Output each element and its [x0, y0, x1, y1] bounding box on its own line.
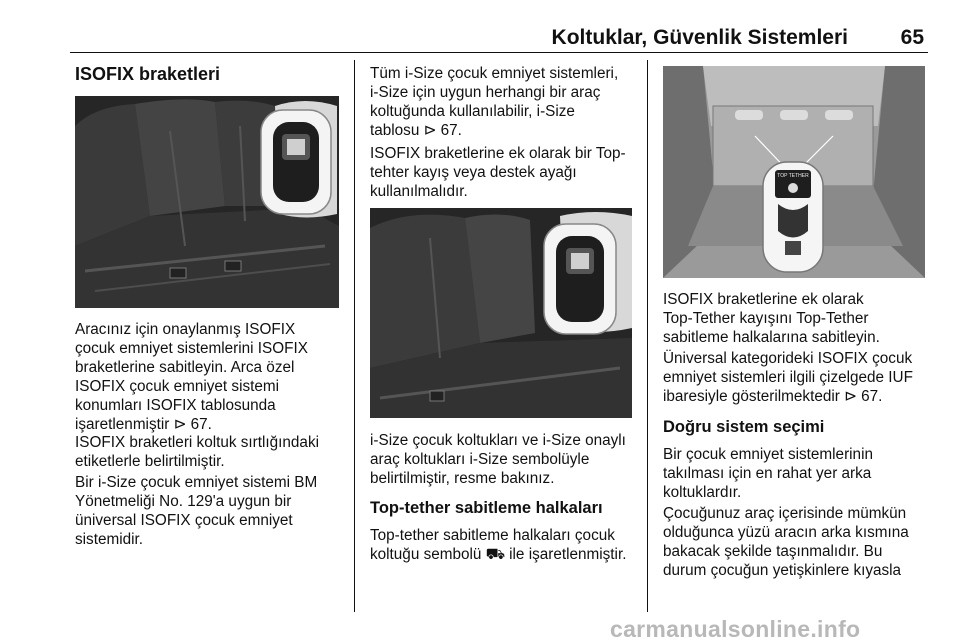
- figure-isize-seat: [370, 208, 632, 418]
- col2-paragraph-3: i-Size çocuk koltukları ve i-Size onaylı araç koltukları i-Size sembolüyle belirtilmiştir, resme bakınız.: [370, 432, 626, 487]
- column-divider-1: [354, 60, 355, 612]
- col3-paragraph-1: ISOFIX braketlerine ek olarak Top-Tether kayışını Top-Tether sabitleme halkalarına sabitleyin.: [663, 291, 880, 346]
- figure-trunk-top-tether: [663, 66, 925, 278]
- svg-text:TOP TETHER: TOP TETHER: [777, 173, 809, 179]
- section-heading-isofix: ISOFIX braketleri: [75, 64, 221, 84]
- col1-paragraph-3: Bir i-Size çocuk emniyet sistemi BM Yönetmeliği No. 129'a uygun bir üniversal ISOFIX çocuk emniyet sistemidir.: [75, 474, 318, 548]
- watermark: carmanualsonline.info: [610, 616, 861, 642]
- col3-paragraph-4: Çocuğunuz araç içerisinde mümkün olduğunca yüzü aracın arka kısmına bakacak şekilde taşınmalıdır. Bu durum çocuğun yetişkinlere kıyasla: [663, 505, 909, 579]
- col2-paragraph-1: Tüm i-Size çocuk emniyet sistemleri, i-Size için uygun herhangi bir araç koltuğunda kullanılabilir, i-Size tablosu ⊳ 67.: [370, 65, 619, 139]
- page-number: 65: [900, 26, 924, 49]
- col1-paragraph-1: Aracınız için onaylanmış ISOFIX çocuk emniyet sistemlerini ISOFIX braketlerine sabitleyin. Arca özel ISOFIX çocuk emniyet sistemi konumları ISOFIX tablosunda işaretlenmiştir ⊳ 67.: [75, 321, 308, 433]
- col2-paragraph-2: ISOFIX braketlerine ek olarak bir Top- tehter kayış veya destek ayağı kullanılmalıdır.: [370, 145, 626, 200]
- column-divider-2: [647, 60, 648, 612]
- page-header: [70, 26, 928, 50]
- figure-isofix-seat: [75, 96, 339, 308]
- subheading-correct-system: Doğru sistem seçimi: [663, 418, 825, 436]
- col1-paragraph-2: ISOFIX braketleri koltuk sırtlığındaki etiketlerle belirtilmiştir.: [75, 434, 319, 470]
- page-title: Koltuklar, Güvenlik Sistemleri: [551, 26, 848, 49]
- subheading-top-tether: Top-tether sabitleme halkaları: [370, 499, 603, 517]
- col2-paragraph-4: Top-tether sabitleme halkaları çocuk koltuğu sembolü ⛟ ile işaretlenmiştir.: [370, 527, 627, 563]
- col3-paragraph-2: Üniversal kategorideki ISOFIX çocuk emniyet sistemleri ilgili çizelgede IUF ibaresiyle gösterilmektedir ⊳ 67.: [663, 350, 913, 405]
- header-rule: [70, 52, 928, 53]
- col3-paragraph-3: Bir çocuk emniyet sistemlerinin takılması için en rahat yer arka koltuklardır.: [663, 446, 873, 501]
